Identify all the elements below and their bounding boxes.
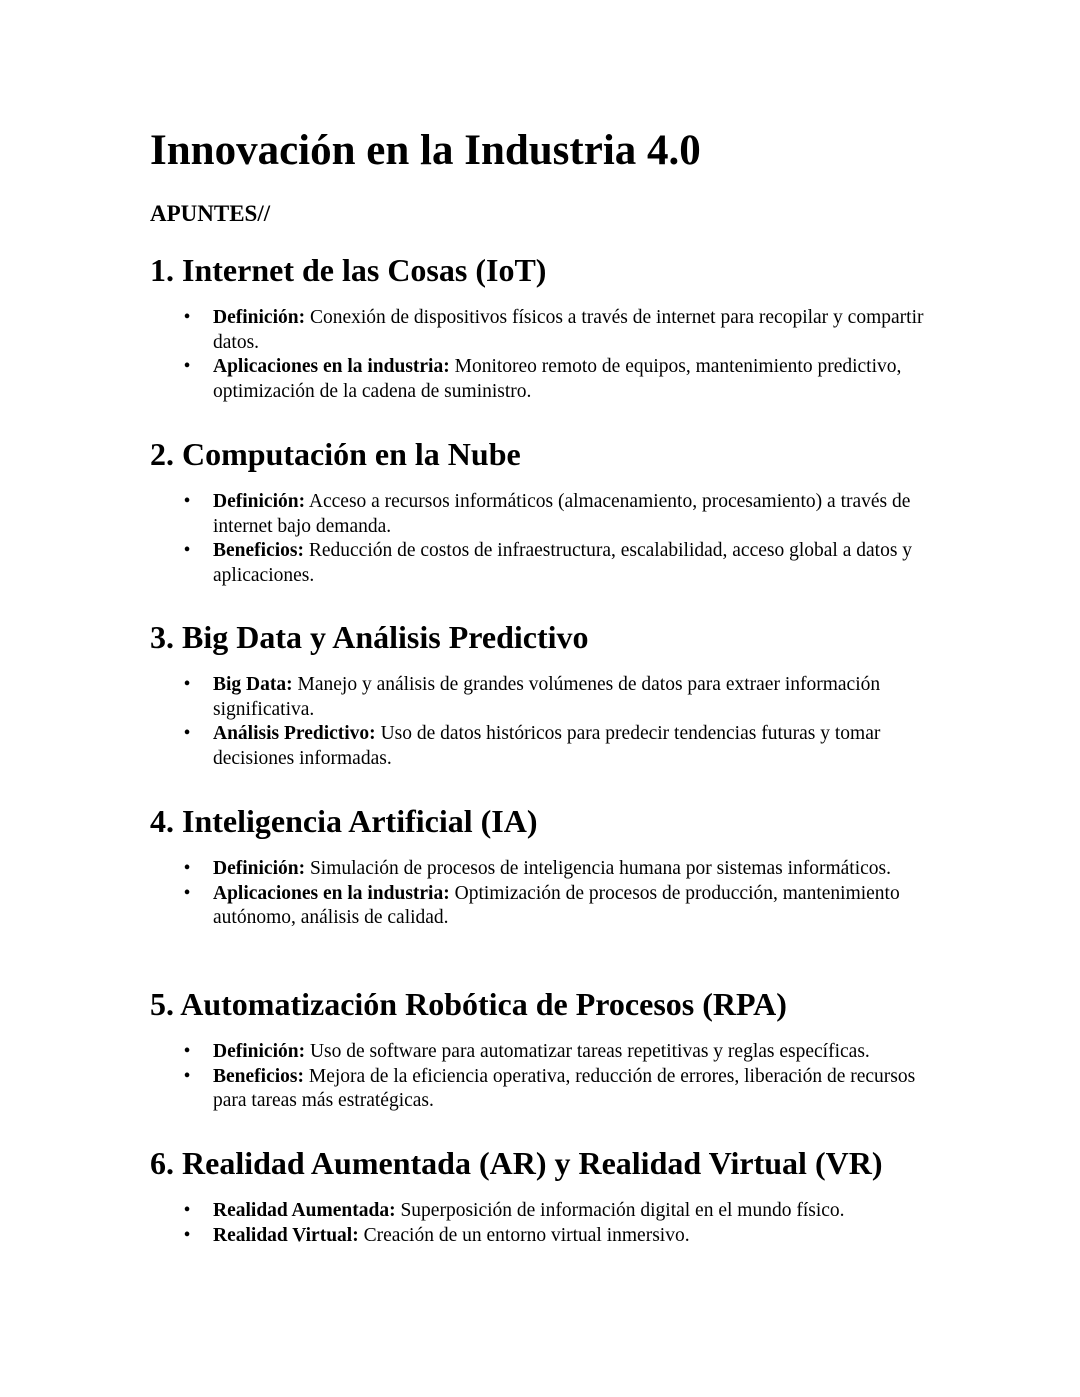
- item-text: Optimización de procesos de producción, mantenimiento autónomo, análisis de calidad.: [213, 882, 900, 928]
- bullet-icon: •: [183, 1200, 191, 1221]
- section-big-data: [150, 617, 950, 769]
- bullet-icon: •: [183, 882, 191, 904]
- item-term: Realidad Aumentada:: [213, 1200, 396, 1221]
- item-term: Beneficios:: [213, 1065, 304, 1087]
- section-heading: 2. Computación en la Nube: [150, 436, 521, 472]
- list-item: [150, 1224, 950, 1249]
- item-term: Aplicaciones en la industria:: [213, 882, 450, 904]
- list-item: [150, 1040, 970, 1065]
- item-term: Definición:: [213, 858, 306, 879]
- section-list: [150, 857, 950, 931]
- list-item: [150, 306, 950, 355]
- list-item: [150, 490, 950, 539]
- bullet-icon: •: [183, 491, 191, 512]
- notes-label: APUNTES//: [150, 201, 271, 226]
- section-list: [150, 673, 950, 771]
- bullet-icon: •: [183, 356, 191, 377]
- bullet-icon: •: [183, 1065, 191, 1087]
- section-heading: 4. Inteligencia Artificial (IA): [150, 803, 538, 839]
- section-ai: [150, 801, 950, 928]
- list-item: [150, 673, 950, 722]
- item-term: Definición:: [213, 1041, 306, 1062]
- list-item: [150, 857, 950, 882]
- section-list: [150, 1199, 950, 1248]
- bullet-icon: •: [183, 858, 191, 879]
- item-text: Acceso a recursos informáticos (almacenamiento, procesamiento) a través de internet bajo demanda.: [213, 491, 911, 537]
- bullet-icon: •: [183, 1041, 191, 1062]
- section-heading: 1. Internet de las Cosas (IoT): [150, 252, 547, 288]
- bullet-icon: •: [183, 723, 191, 744]
- list-item: [150, 882, 950, 931]
- bullet-icon: •: [183, 540, 191, 561]
- item-term: Aplicaciones en la industria:: [213, 356, 450, 377]
- item-text: Manejo y análisis de grandes volúmenes de datos para extraer información significativa.: [213, 674, 881, 720]
- section-list: [150, 490, 950, 588]
- section-ar-vr: [150, 1143, 950, 1246]
- item-text: Uso de datos históricos para predecir tendencias futuras y tomar decisiones informadas.: [213, 723, 881, 769]
- section-heading: 5. Automatización Robótica de Procesos (RPA): [150, 986, 787, 1022]
- list-item: [150, 1199, 950, 1224]
- bullet-icon: •: [183, 307, 191, 328]
- bullet-icon: •: [183, 674, 191, 695]
- item-text: Simulación de procesos de inteligencia humana por sistemas informáticos.: [309, 858, 892, 879]
- section-cloud: [150, 434, 950, 586]
- section-list: [150, 1040, 970, 1114]
- item-text: Monitoreo remoto de equipos, mantenimiento predictivo, optimización de la cadena de suministro.: [213, 356, 902, 402]
- section-heading: 3. Big Data y Análisis Predictivo: [150, 619, 589, 655]
- list-item: [150, 1065, 970, 1114]
- item-text: Mejora de la eficiencia operativa, reducción de errores, liberación de recursos para tareas más estratégicas.: [213, 1065, 916, 1111]
- section-list: [150, 306, 950, 404]
- bullet-icon: •: [183, 1224, 191, 1246]
- list-item: [150, 539, 950, 588]
- item-text: Superposición de información digital en el mundo físico.: [400, 1200, 845, 1221]
- item-text: Uso de software para automatizar tareas repetitivas y reglas específicas.: [309, 1041, 870, 1062]
- section-heading: 6. Realidad Aumentada (AR) y Realidad Virtual (VR): [150, 1145, 883, 1181]
- item-text: Reducción de costos de infraestructura, escalabilidad, acceso global a datos y aplicaciones.: [213, 540, 913, 586]
- page-title: Innovación en la Industria 4.0: [150, 127, 701, 174]
- list-item: [150, 355, 950, 404]
- section-iot: [150, 250, 950, 402]
- item-text: Creación de un entorno virtual inmersivo.: [363, 1224, 690, 1246]
- list-item: [150, 722, 950, 771]
- item-term: Big Data:: [213, 674, 293, 695]
- item-term: Beneficios:: [213, 540, 304, 561]
- item-term: Análisis Predictivo:: [213, 723, 376, 744]
- item-term: Definición:: [213, 491, 306, 512]
- item-text: Conexión de dispositivos físicos a través de internet para recopilar y compartir datos.: [213, 307, 924, 353]
- section-rpa: [150, 984, 970, 1111]
- item-term: Realidad Virtual:: [213, 1224, 359, 1246]
- item-term: Definición:: [213, 307, 306, 328]
